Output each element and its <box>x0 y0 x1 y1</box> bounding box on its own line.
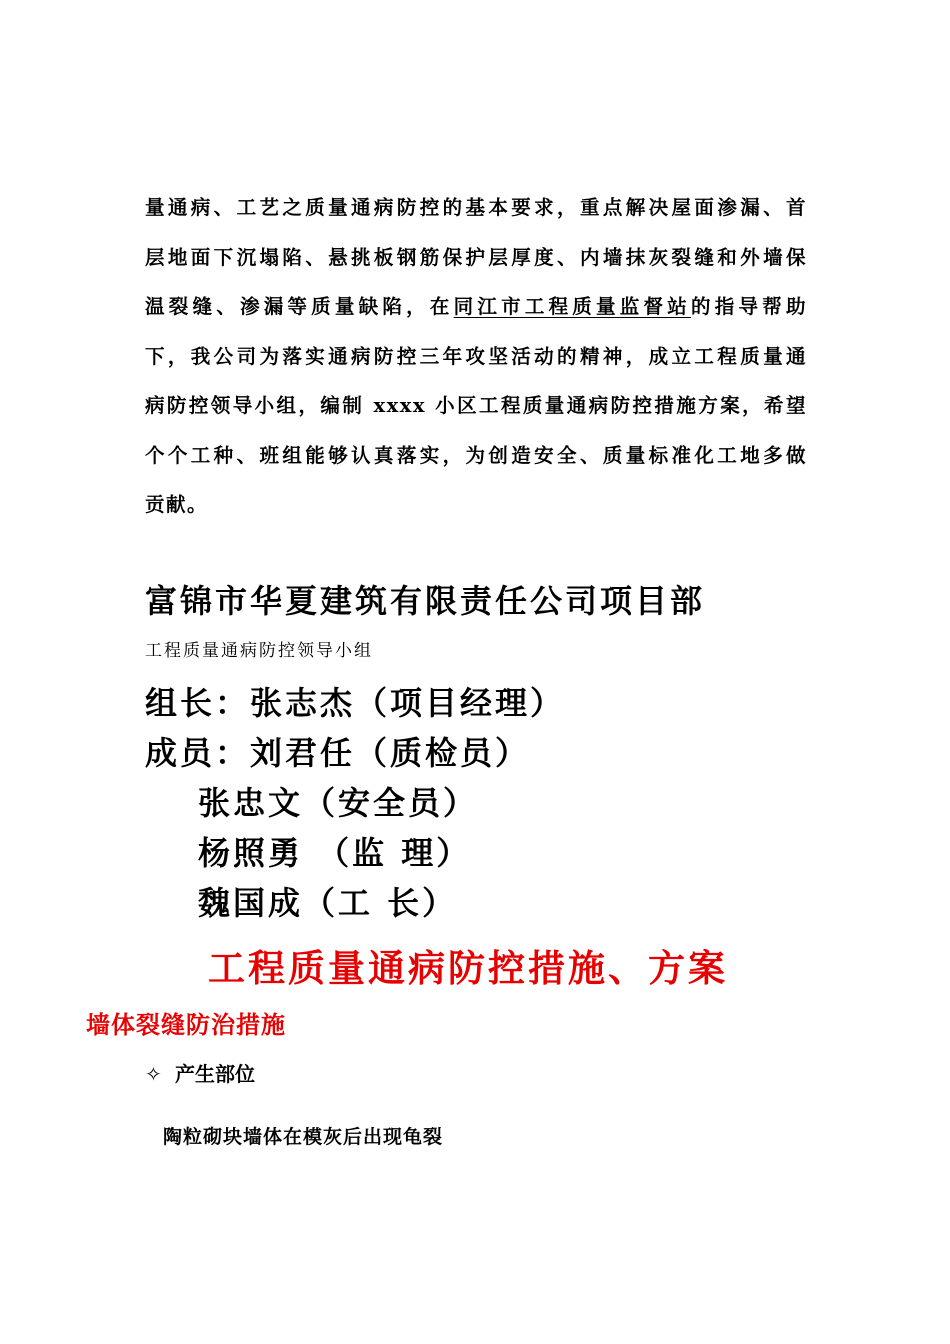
paragraph-line: 个个工种、班组能够认真落实，为创造安全、质量标准化工地多做 <box>145 443 807 467</box>
team-member: 魏国成（工 长） <box>198 884 458 922</box>
paragraph-line <box>145 282 807 332</box>
paragraph-line: 下，我公司为落实通病防控三年攻坚活动的精神，成立工程质量通 <box>145 344 807 368</box>
paragraph-line: 贡献。 <box>145 493 209 516</box>
paragraph-text: 温裂缝、渗漏等质量缺陷，在 <box>145 295 454 318</box>
supervision-station-link[interactable]: 同江市工程质量监督站 <box>453 295 691 318</box>
paragraph-line: 病防控领导小组，编制 xxxx 小区工程质量通病防控措施方案，希望 <box>145 394 807 417</box>
section-title: 墙体裂缝防治措施 <box>86 1010 286 1039</box>
diamond-star-icon: ✧ <box>145 1062 162 1086</box>
bullet-label: 产生部位 <box>175 1062 255 1086</box>
group-subtitle: 工程质量通病防控领导小组 <box>145 641 373 661</box>
team-member: 张忠文（安全员） <box>198 784 479 822</box>
intro-paragraph <box>145 183 807 530</box>
team-member: 成员：刘君任（质检员） <box>145 734 531 772</box>
body-text: 陶粒砌块墙体在模灰后出现龟裂 <box>163 1126 444 1148</box>
bullet-item <box>145 1058 255 1087</box>
team-leader: 组长：张志杰（项目经理） <box>145 684 566 722</box>
plan-title: 工程质量通病防控措施、方案 <box>208 946 728 990</box>
paragraph-line: 量通病、工艺之质量通病防控的基本要求，重点解决屋面渗漏、首 <box>145 196 807 219</box>
paragraph-line: 层地面下沉塌陷、悬挑板钢筋保护层厚度、内墙抹灰裂缝和外墙保 <box>145 245 807 269</box>
team-member: 杨照勇 （监 理） <box>198 834 472 872</box>
company-name: 富锦市华夏建筑有限责任公司项目部 <box>145 582 706 620</box>
paragraph-text: 的指导帮助 <box>691 295 807 318</box>
